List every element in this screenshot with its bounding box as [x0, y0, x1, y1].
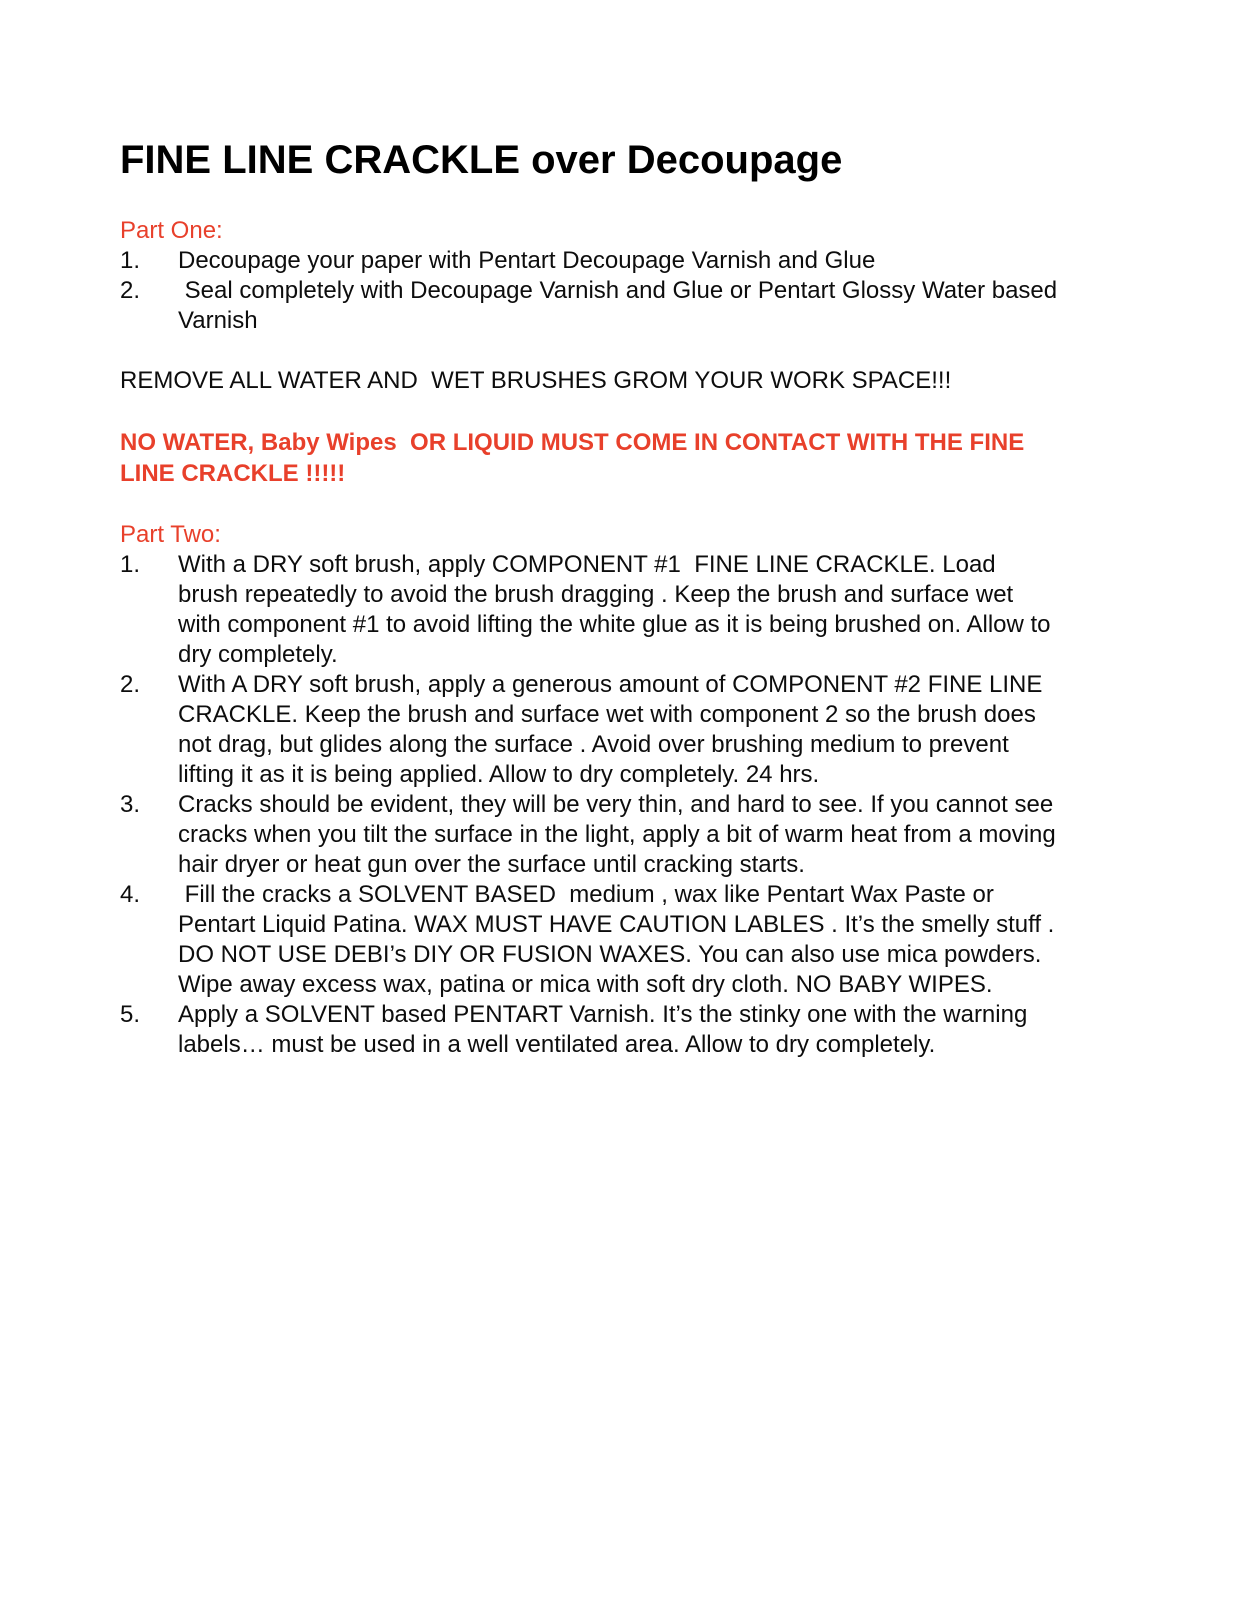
remove-water-notice: REMOVE ALL WATER AND WET BRUSHES GROM YOUR WORK SPACE!!! [120, 367, 952, 394]
list-item [120, 790, 1115, 880]
part-one-heading: Part One: [120, 217, 223, 244]
list-item-text: Fill the cracks a SOLVENT BASED medium , wax like Pentart Wax Paste or Pentart Liquid Patina. WAX MUST HAVE CAUTION LABLES . It’s the smelly stuff . DO NOT USE DEBI’s DIY OR FUSION WAXES. You can also use mica powders. Wipe away excess wax, patina or mica with soft dry cloth. NO BABY WIPES. [178, 881, 1068, 998]
list-item-text: Seal completely with Decoupage Varnish and Glue or Pentart Glossy Water based Varnish [178, 277, 1064, 334]
list-item-number: 1. [120, 551, 141, 578]
part-two-heading: Part Two: [120, 521, 221, 548]
list-item [120, 1000, 1115, 1060]
list-item-number: 5. [120, 1001, 141, 1028]
part-two-list [120, 550, 1115, 1060]
list-item-number: 2. [120, 277, 141, 304]
part-one-list [120, 246, 1115, 336]
list-item-text: With A DRY soft brush, apply a generous amount of COMPONENT #2 FINE LINE CRACKLE. Keep the brush and surface wet with component 2 so the brush does not drag, but glides along the surface . Avoid over brushing medium to prevent lifting it as it is being applied. Allow to dry completely. 24 hrs. [178, 671, 1050, 788]
list-item-number: 4. [120, 881, 141, 908]
list-item [120, 880, 1115, 1000]
list-item-number: 3. [120, 791, 141, 818]
list-item-text: Decoupage your paper with Pentart Decoupage Varnish and Glue [178, 247, 876, 274]
list-item-number: 2. [120, 671, 141, 698]
list-item-number: 1. [120, 247, 141, 274]
list-item-text: With a DRY soft brush, apply COMPONENT #1 FINE LINE CRACKLE. Load brush repeatedly to avoid the brush dragging . Keep the brush and surface wet with component #1 to avoid lifting the white glue as it is being brushed on. Allow to dry completely. [178, 551, 1058, 668]
list-item [120, 550, 1115, 670]
document-title: FINE LINE CRACKLE over Decoupage [120, 138, 843, 182]
no-water-warning: NO WATER, Baby Wipes OR LIQUID MUST COME IN CONTACT WITH THE FINE LINE CRACKLE !!!!! [120, 429, 1031, 487]
list-item [120, 276, 1115, 336]
list-item-text: Apply a SOLVENT based PENTART Varnish. It’s the stinky one with the warning labels… must be used in a well ventilated area. Allow to dry completely. [178, 1001, 1034, 1058]
list-item [120, 670, 1115, 790]
list-item-text: Cracks should be evident, they will be very thin, and hard to see. If you cannot see cracks when you tilt the surface in the light, apply a bit of warm heat from a moving hair dryer or heat gun over the surface until cracking starts. [178, 791, 1063, 878]
list-item [120, 246, 1115, 276]
